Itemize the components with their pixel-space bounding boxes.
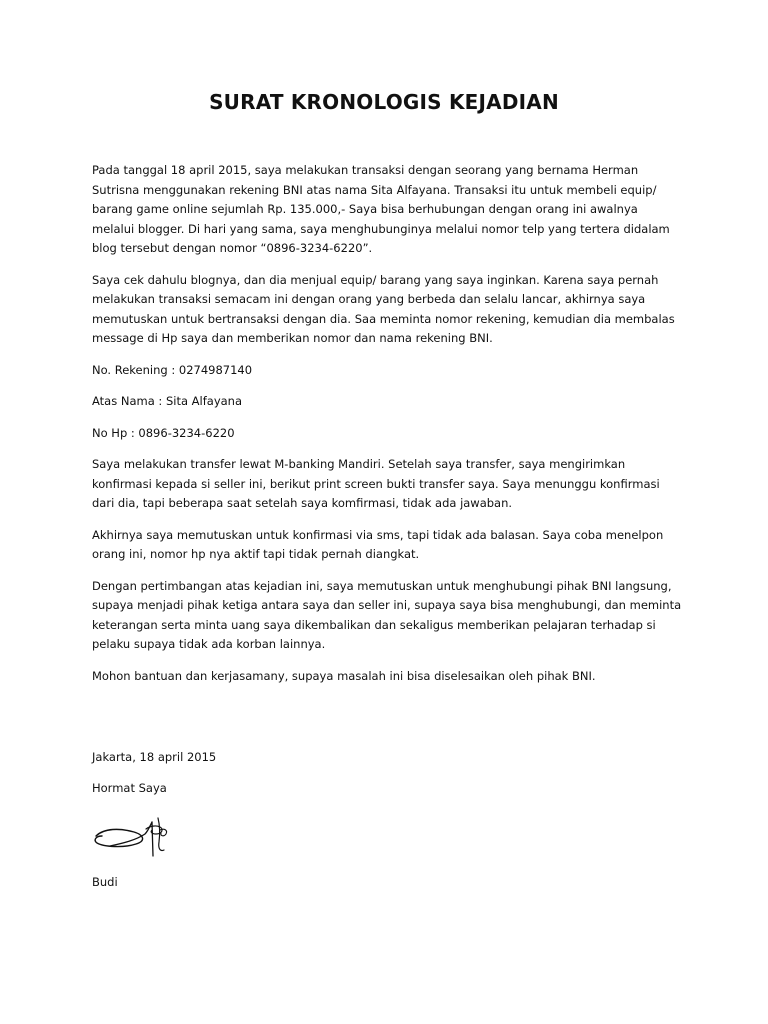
field-phone-number: No Hp : 0896-3234-6220 bbox=[92, 425, 235, 440]
paragraph-blog-check: Saya cek dahulu blognya, dan dia menjual equip/ barang yang saya inginkan. Karena saya pernah melakukan transaksi semacam ini dengan orang yang berbeda dan selalu lancar, akhirnya saya memutuskan untuk bertransaksi dengan dia. Saa meminta nomor rekening, kemudian dia membalas message di Hp saya dan memberikan nomor dan nama rekening BNI. bbox=[92, 272, 675, 345]
letter-title: SURAT KRONOLOGIS KEJADIAN bbox=[209, 90, 559, 114]
paragraph-transfer: Saya melakukan transfer lewat M-banking Mandiri. Setelah saya transfer, saya mengirimkan konfirmasi kepada si seller ini, berikut print screen bukti transfer saya. Saya menunggu konfirmasi dari dia, tapi beberapa saat setelah saya komfirmasi, tidak ada jawaban. bbox=[92, 457, 660, 510]
paragraph-contact-bni: Dengan pertimbangan atas kejadian ini, saya memutuskan untuk menghubungi pihak BNI langsung, supaya menjadi pihak ketiga antara saya dan seller ini, supaya saya bisa menghubungi, dan meminta keterangan serta minta uang saya dikembalikan dan sekaligus memberikan pelajaran terhadap si pelaku supaya tidak ada korban lainnya. bbox=[92, 578, 682, 651]
paragraph-request: Mohon bantuan dan kerjasamany, supaya masalah ini bisa diselesaikan oleh pihak BNI. bbox=[92, 668, 596, 683]
signature-image bbox=[90, 812, 175, 862]
paragraph-sms: Akhirnya saya memutuskan untuk konfirmasi via sms, tapi tidak ada balasan. Saya coba menelpon orang ini, nomor hp nya aktif tapi tidak pernah diangkat. bbox=[92, 527, 664, 561]
letter-body bbox=[92, 161, 692, 698]
field-account-number: No. Rekening : 0274987140 bbox=[92, 362, 253, 377]
closing-regards: Hormat Saya bbox=[92, 781, 167, 795]
signer-name: Budi bbox=[92, 875, 118, 889]
field-account-name: Atas Nama : Sita Alfayana bbox=[92, 394, 243, 408]
closing-date: Jakarta, 18 april 2015 bbox=[92, 750, 217, 764]
paragraph-transaction: Pada tanggal 18 april 2015, saya melakukan transaksi dengan seorang yang bernama Herman Sutrisna menggunakan rekening BNI atas nama Sita Alfayana. Transaksi itu untuk membeli equip/ barang game online sejumlah Rp. 135.000,- Saya bisa berhubungan dengan orang ini awalnya melalui blogger. Di hari yang sama, saya menghubunginya melalui nomor telp yang tertera didalam blog tersebut dengan nomor “0896-3234-6220”. bbox=[92, 163, 670, 255]
